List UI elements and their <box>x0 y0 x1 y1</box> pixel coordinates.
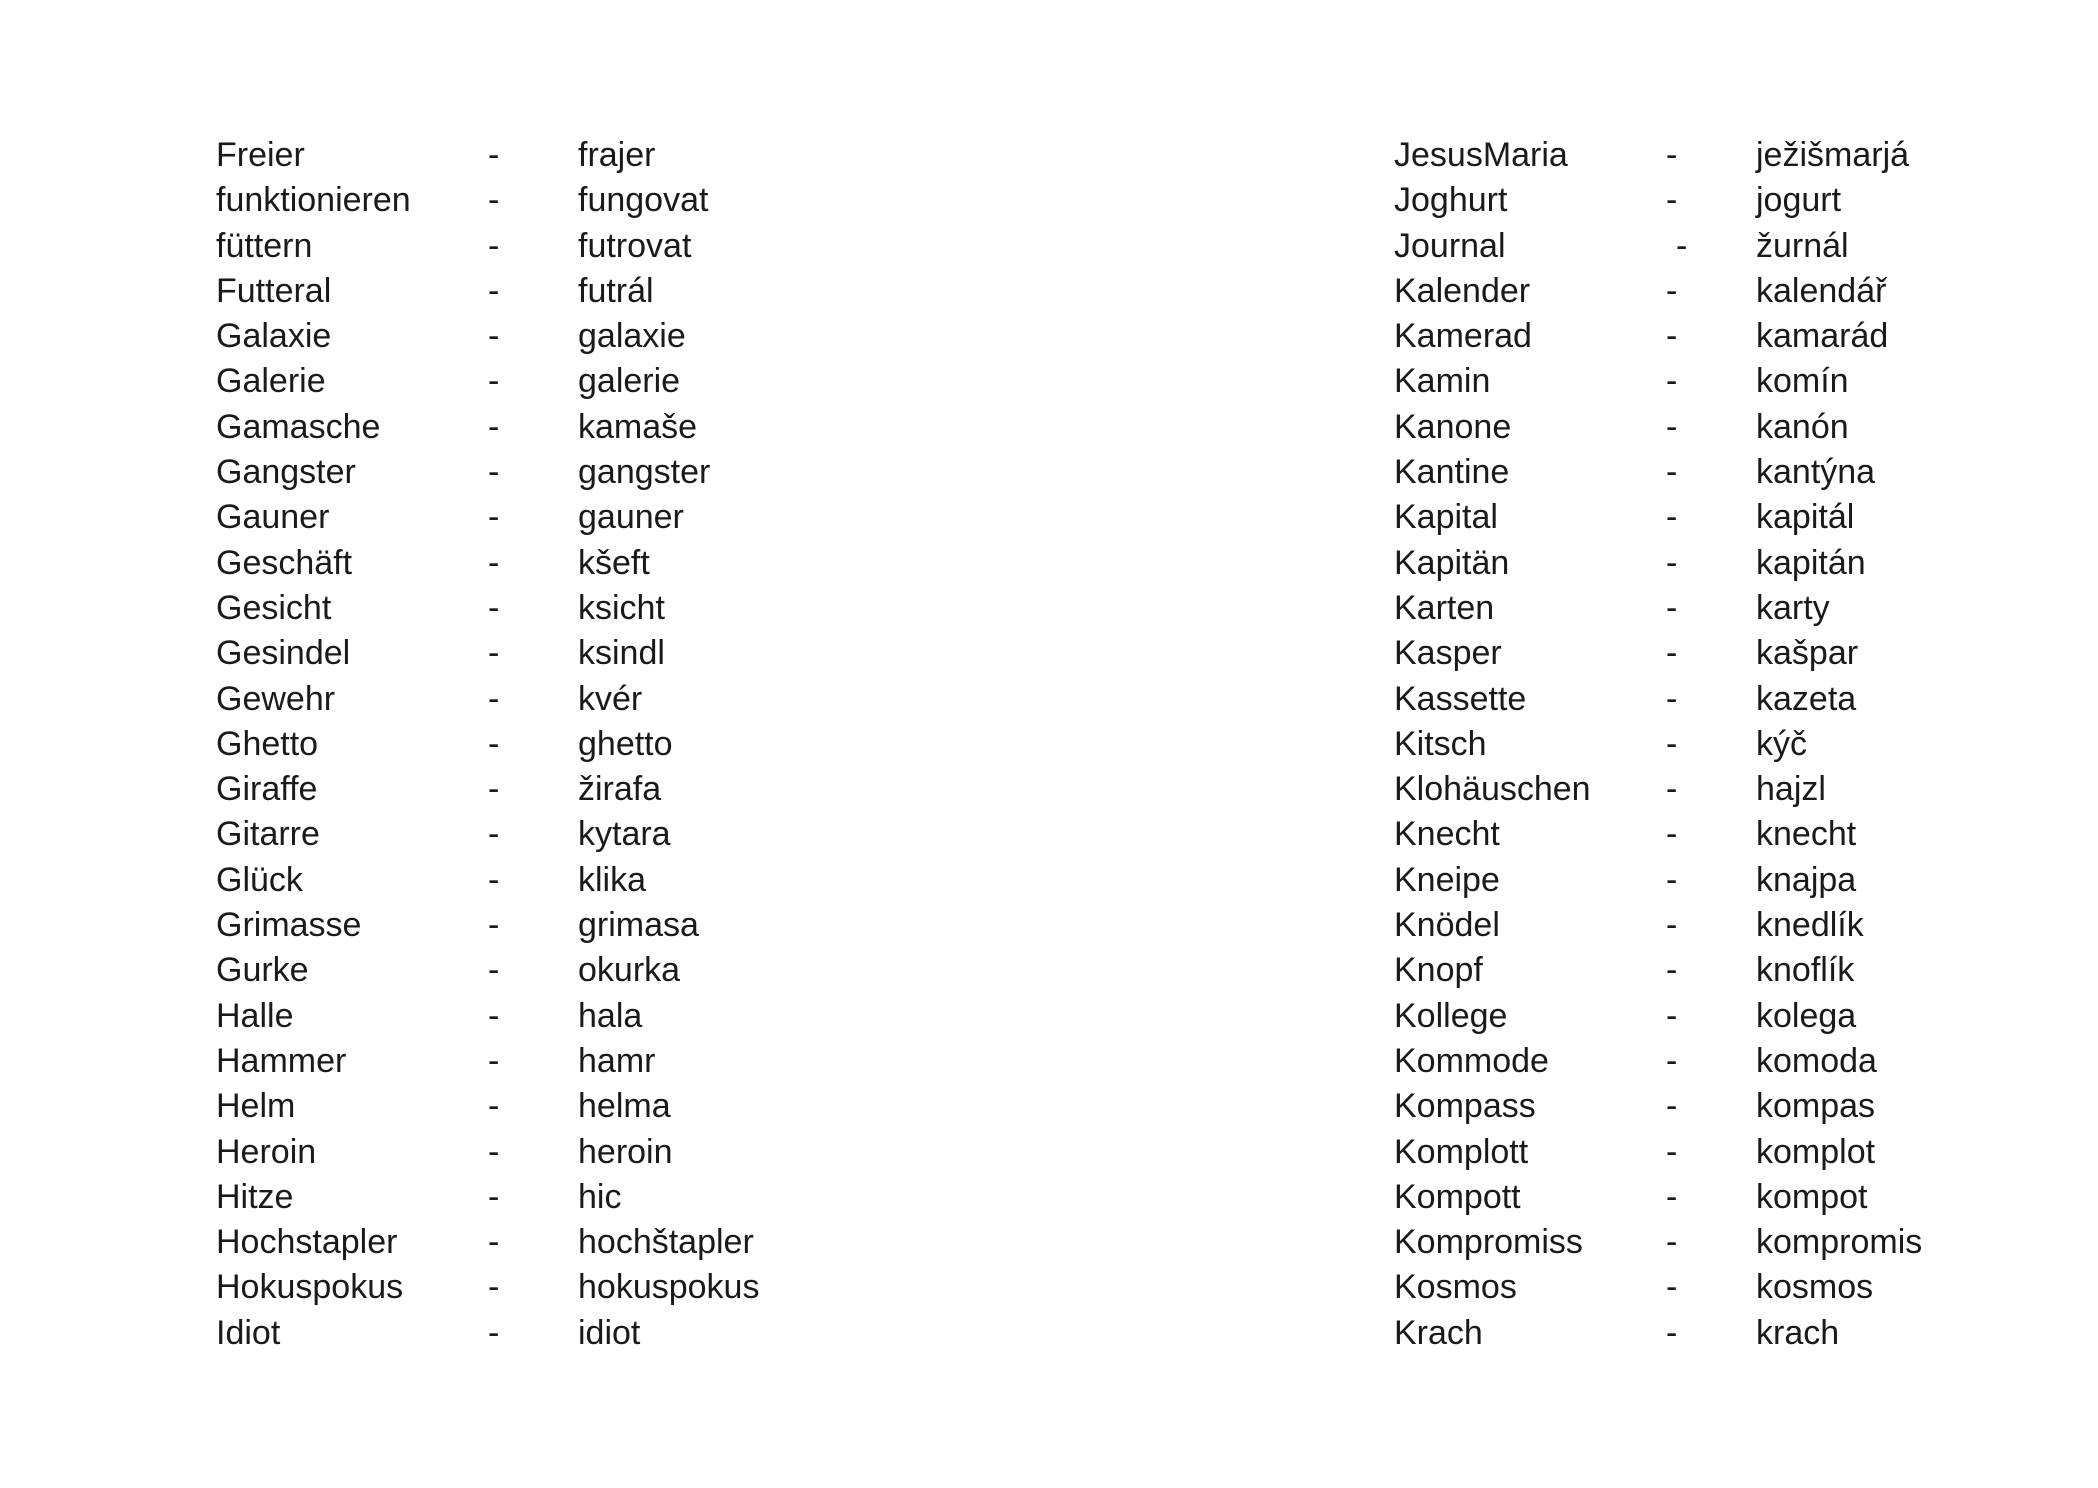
czech-word: komoda <box>1756 1041 1877 1080</box>
czech-word: ksindl <box>578 634 665 673</box>
czech-word: okurka <box>578 951 681 990</box>
german-word: Kapital <box>1394 498 1498 537</box>
separator-dash: - <box>488 362 500 401</box>
german-word: Hokuspokus <box>216 1268 404 1307</box>
german-word: Gesicht <box>216 588 332 627</box>
separator-dash: - <box>488 181 500 220</box>
german-word: Heroin <box>216 1132 317 1171</box>
czech-word: kompromis <box>1756 1223 1923 1262</box>
separator-dash: - <box>488 498 500 537</box>
separator-dash: - <box>488 1223 500 1262</box>
german-word: Komplott <box>1394 1132 1529 1171</box>
czech-word: kytara <box>578 815 671 854</box>
czech-word: hajzl <box>1756 770 1826 809</box>
czech-word: kašpar <box>1756 634 1859 673</box>
czech-word: kompot <box>1756 1177 1868 1216</box>
separator-dash: - <box>1666 1132 1678 1171</box>
czech-word: knecht <box>1756 815 1857 854</box>
german-word: Ghetto <box>216 724 319 763</box>
separator-dash: - <box>1666 362 1678 401</box>
german-word: Kompromiss <box>1394 1223 1583 1262</box>
czech-word: galerie <box>578 362 681 401</box>
czech-word: klika <box>578 860 647 899</box>
separator-dash: - <box>1666 634 1678 673</box>
czech-word: kýč <box>1756 724 1807 763</box>
separator-dash: - <box>1666 136 1678 174</box>
separator-dash: - <box>1666 181 1678 220</box>
german-word: Gauner <box>216 498 330 537</box>
separator-dash: - <box>1666 1313 1678 1352</box>
german-word: Glück <box>216 860 303 899</box>
separator-dash: - <box>1666 860 1678 899</box>
czech-word: heroin <box>578 1132 673 1171</box>
separator-dash: - <box>488 453 500 492</box>
czech-word: hokuspokus <box>578 1268 760 1307</box>
separator-dash: - <box>1666 498 1678 537</box>
german-word: JesusMaria <box>1394 136 1568 174</box>
separator-dash: - <box>1666 588 1678 627</box>
czech-word: kompas <box>1756 1087 1876 1126</box>
german-word: Krach <box>1394 1313 1483 1352</box>
separator-dash: - <box>1666 453 1678 492</box>
czech-word: kšeft <box>578 543 650 582</box>
german-word: Kasper <box>1394 634 1502 673</box>
czech-word: kamaše <box>578 407 698 446</box>
german-word: Kompass <box>1394 1087 1536 1126</box>
german-word: Gesindel <box>216 634 351 673</box>
separator-dash: - <box>1666 1041 1678 1080</box>
separator-dash: - <box>1666 543 1678 582</box>
czech-word: komín <box>1756 362 1849 401</box>
separator-dash: - <box>1666 317 1678 356</box>
german-word: Karten <box>1394 588 1495 627</box>
czech-word: karty <box>1756 588 1830 627</box>
czech-word: knajpa <box>1756 860 1857 899</box>
czech-word: žirafa <box>578 770 662 809</box>
separator-dash: - <box>488 770 500 809</box>
czech-word: kolega <box>1756 996 1857 1035</box>
german-word: Halle <box>216 996 294 1035</box>
german-word: funktionieren <box>216 181 411 220</box>
german-word: Kommode <box>1394 1041 1549 1080</box>
separator-dash: - <box>488 679 500 718</box>
separator-dash: - <box>488 1268 500 1307</box>
german-word: Geschäft <box>216 543 353 582</box>
czech-word: frajer <box>578 136 656 174</box>
german-word: Gitarre <box>216 815 320 854</box>
german-word: Klohäuschen <box>1394 770 1591 809</box>
czech-word: gangster <box>578 453 711 492</box>
separator-dash: - <box>1666 407 1678 446</box>
separator-dash: - <box>1666 724 1678 763</box>
german-word: Kamerad <box>1394 317 1532 356</box>
german-word: Helm <box>216 1087 296 1126</box>
separator-dash: - <box>1676 226 1688 265</box>
czech-word: ježišmarjá <box>1756 136 1910 174</box>
german-word: Kanone <box>1394 407 1512 446</box>
separator-dash: - <box>1666 906 1678 945</box>
separator-dash: - <box>1666 1223 1678 1262</box>
czech-word: ghetto <box>578 724 673 763</box>
separator-dash: - <box>488 724 500 763</box>
czech-word: kanón <box>1756 407 1849 446</box>
separator-dash: - <box>1666 770 1678 809</box>
german-word: Kompott <box>1394 1177 1521 1216</box>
german-word: Kantine <box>1394 453 1510 492</box>
separator-dash: - <box>1666 1268 1678 1307</box>
german-word: Kollege <box>1394 996 1508 1035</box>
german-word: Hochstapler <box>216 1223 398 1262</box>
separator-dash: - <box>488 1177 500 1216</box>
czech-word: kvér <box>578 679 643 718</box>
german-word: Hammer <box>216 1041 347 1080</box>
separator-dash: - <box>488 996 500 1035</box>
german-word: Giraffe <box>216 770 318 809</box>
german-word: Kitsch <box>1394 724 1487 763</box>
german-word: Kapitän <box>1394 543 1510 582</box>
czech-word: futrovat <box>578 226 692 265</box>
czech-word: kalendář <box>1756 271 1887 310</box>
separator-dash: - <box>488 634 500 673</box>
german-word: Hitze <box>216 1177 294 1216</box>
czech-word: grimasa <box>578 906 699 945</box>
czech-word: jogurt <box>1756 181 1842 220</box>
german-word: Kamin <box>1394 362 1491 401</box>
separator-dash: - <box>488 317 500 356</box>
german-word: Kalender <box>1394 271 1531 310</box>
czech-word: komplot <box>1756 1132 1876 1171</box>
separator-dash: - <box>488 1132 500 1171</box>
separator-dash: - <box>488 543 500 582</box>
separator-dash: - <box>488 815 500 854</box>
german-word: Kneipe <box>1394 860 1500 899</box>
czech-word: ksicht <box>578 588 665 627</box>
czech-word: helma <box>578 1087 671 1126</box>
czech-word: kosmos <box>1756 1268 1874 1307</box>
czech-word: hic <box>578 1177 622 1216</box>
czech-word: knoflík <box>1756 951 1855 990</box>
german-word: Joghurt <box>1394 181 1508 220</box>
czech-word: kazeta <box>1756 679 1857 718</box>
separator-dash: - <box>488 407 500 446</box>
czech-word: hala <box>578 996 643 1035</box>
separator-dash: - <box>488 1087 500 1126</box>
separator-dash: - <box>488 1313 500 1352</box>
czech-word: kamarád <box>1756 317 1889 356</box>
czech-word: kantýna <box>1756 453 1876 492</box>
czech-word: knedlík <box>1756 906 1864 945</box>
separator-dash: - <box>488 136 500 174</box>
czech-word: fungovat <box>578 181 709 220</box>
separator-dash: - <box>1666 1087 1678 1126</box>
german-word: füttern <box>216 226 313 265</box>
czech-word: žurnál <box>1756 226 1849 265</box>
german-word: Gangster <box>216 453 356 492</box>
german-word: Knödel <box>1394 906 1500 945</box>
czech-word: galaxie <box>578 317 686 356</box>
separator-dash: - <box>1666 271 1678 310</box>
separator-dash: - <box>488 906 500 945</box>
czech-word: krach <box>1756 1313 1840 1352</box>
czech-word: hochštapler <box>578 1223 754 1262</box>
german-word: Journal <box>1394 226 1506 265</box>
german-word: Galerie <box>216 362 326 401</box>
separator-dash: - <box>488 1041 500 1080</box>
separator-dash: - <box>488 860 500 899</box>
separator-dash: - <box>488 226 500 265</box>
german-word: Grimasse <box>216 906 362 945</box>
czech-word: idiot <box>578 1313 641 1352</box>
german-word: Knopf <box>1394 951 1483 990</box>
german-word: Freier <box>216 136 305 174</box>
german-word: Gamasche <box>216 407 381 446</box>
german-word: Knecht <box>1394 815 1500 854</box>
german-word: Galaxie <box>216 317 332 356</box>
separator-dash: - <box>1666 996 1678 1035</box>
german-word: Gurke <box>216 951 309 990</box>
separator-dash: - <box>1666 1177 1678 1216</box>
separator-dash: - <box>1666 815 1678 854</box>
separator-dash: - <box>488 588 500 627</box>
czech-word: hamr <box>578 1041 656 1080</box>
separator-dash: - <box>1666 951 1678 990</box>
czech-word: kapitál <box>1756 498 1855 537</box>
czech-word: futrál <box>578 271 654 310</box>
separator-dash: - <box>488 271 500 310</box>
separator-dash: - <box>1666 679 1678 718</box>
czech-word: kapitán <box>1756 543 1866 582</box>
german-word: Futteral <box>216 271 332 310</box>
separator-dash: - <box>488 951 500 990</box>
german-word: Idiot <box>216 1313 281 1352</box>
czech-word: gauner <box>578 498 684 537</box>
german-word: Kassette <box>1394 679 1527 718</box>
german-word: Gewehr <box>216 679 336 718</box>
german-word: Kosmos <box>1394 1268 1517 1307</box>
